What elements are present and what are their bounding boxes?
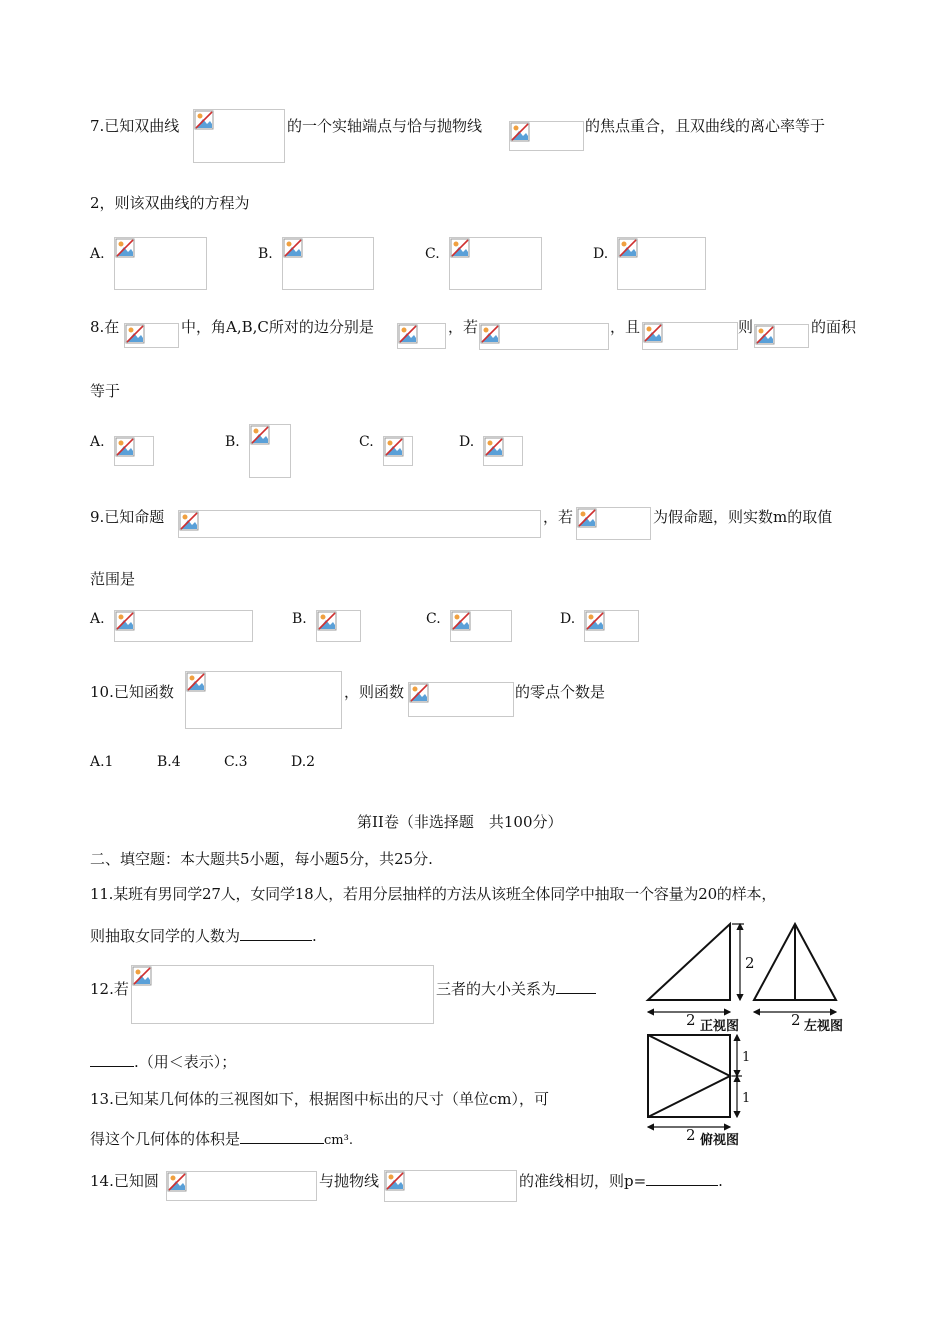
q13-line-2 [90,1129,353,1151]
broken-image-icon [384,437,404,457]
q8-option-label: D. [459,434,475,450]
q12-text-1: 12.若 [90,980,129,998]
broken-image-icon [451,611,471,631]
q8-text-2: 中，角A,B,C所对的边分别是 [181,318,374,336]
broken-image-icon [115,611,135,631]
option-formula-image [249,424,291,478]
q8-option-label: A. [90,434,105,450]
q13-line-1: 13.已知某几何体的三视图如下，根据图中标出的尺寸（单位cm），可 [90,1090,549,1108]
q9-option-label: B. [292,611,307,627]
broken-image-icon [398,324,418,344]
q11-line-2 [90,926,317,946]
q8-option-label: B. [225,434,240,450]
three-view-figure [640,918,860,1150]
dim-front-height: 2 [745,954,755,972]
formula-image [193,109,285,163]
broken-image-icon [179,511,199,531]
broken-image-icon [125,324,145,344]
dim-side-width: 2 [791,1011,801,1029]
q8-text-1: 8.在 [90,318,120,336]
option-formula-image [617,237,706,290]
q9-text-3: 为假命题，则实数m的取值 [653,508,833,526]
answer-blank[interactable] [90,1052,134,1067]
q12-line-1 [436,979,596,999]
option-formula-image [316,610,361,642]
q9-option-label: C. [426,611,441,627]
q13-unit: cm³. [324,1133,353,1148]
broken-image-icon [409,683,429,703]
q10-text-1: 10.已知函数 [90,683,174,701]
dim-top-lower: 1 [742,1091,751,1106]
broken-image-icon [250,425,270,445]
option-formula-image [114,237,207,290]
broken-image-icon [115,437,135,457]
q11-line-1: 11.某班有男同学27人，女同学18人，若用分层抽样的方法从该班全体同学中抽取一个容量为20的样本， [90,885,777,903]
broken-image-icon [115,238,135,258]
option-formula-image [114,436,154,466]
q9-text-2: ，若 [543,508,574,526]
section-instructions: 二、填空题：本大题共5小题，每小题5分，共25分. [90,850,433,868]
q10-option-c: C.3 [224,754,248,770]
q11-end: . [312,927,317,945]
q7-text-2: 的一个实轴端点与恰与抛物线 [287,117,483,135]
answer-blank[interactable] [646,1171,718,1186]
top-view-label: 俯视图 [700,1133,740,1148]
dim-front-width: 2 [686,1011,696,1029]
q9-line-2: 范围是 [90,570,136,588]
broken-image-icon [167,1172,187,1192]
q10-option-d: D.2 [291,754,316,770]
section-title: 第II卷（非选择题 共100分） [357,813,563,831]
q8-text-3: ，若 [448,318,479,336]
answer-blank[interactable] [240,926,312,941]
broken-image-icon [484,437,504,457]
q8-text-5: 则 [738,318,754,336]
side-view-label: 左视图 [804,1019,844,1034]
q10-text-3: 的零点个数是 [515,683,606,701]
formula-image [754,324,809,348]
q10-option-a: A.1 [90,754,114,770]
q11-text: 则抽取女同学的人数为 [90,927,241,945]
q13-text: 得这个几何体的体积是 [90,1130,241,1148]
option-formula-image [450,610,512,642]
q7-option-label: B. [258,246,273,262]
broken-image-icon [186,672,206,692]
formula-image [397,323,446,349]
q14-text-2: 与抛物线 [319,1172,380,1190]
q14-end: . [718,1172,723,1190]
q10-text-2: ，则函数 [344,683,405,701]
q7-option-label: D. [593,246,609,262]
answer-blank[interactable] [240,1129,324,1144]
q14-line [519,1171,723,1191]
q7-option-label: C. [425,246,440,262]
formula-image [509,121,584,151]
q9-text-1: 9.已知命题 [90,508,165,526]
top-view-shape [648,1035,730,1117]
q12-line-2 [90,1052,236,1072]
formula-image [642,322,738,350]
option-formula-image [449,237,542,290]
broken-image-icon [283,238,303,258]
broken-image-icon [385,1171,405,1191]
broken-image-icon [577,508,597,528]
q10-option-b: B.4 [157,754,181,770]
option-formula-image [282,237,374,290]
q8-option-label: C. [359,434,374,450]
dim-top-upper: 1 [742,1050,751,1065]
answer-blank[interactable] [556,979,596,994]
broken-image-icon [510,122,530,142]
front-view-shape [648,924,730,1000]
broken-image-icon [450,238,470,258]
broken-image-icon [643,323,663,343]
option-formula-image [584,610,639,642]
q9-option-label: D. [560,611,576,627]
broken-image-icon [317,611,337,631]
broken-image-icon [480,324,500,344]
q12-text-2: 三者的大小关系为 [436,980,557,998]
broken-image-icon [132,966,152,986]
q7-text-1: 7.已知双曲线 [90,117,180,135]
option-formula-image [483,436,523,466]
formula-image [479,323,609,350]
q8-line-2: 等于 [90,382,121,400]
front-view-label: 正视图 [700,1019,740,1034]
q12-end: .（用＜表示）； [134,1053,237,1071]
formula-image [384,1170,517,1202]
formula-image [185,671,342,729]
q14-text-3: 的准线相切，则p= [519,1172,647,1190]
broken-image-icon [585,611,605,631]
q7-line-2: 2，则该双曲线的方程为 [90,194,250,212]
broken-image-icon [755,325,775,345]
formula-image [166,1171,317,1201]
broken-image-icon [194,110,214,130]
option-formula-image [114,610,253,642]
formula-image [178,510,541,538]
formula-image [124,323,179,348]
q7-text-3: 的焦点重合，且双曲线的离心率等于 [585,117,826,135]
formula-image [131,965,434,1024]
option-formula-image [383,436,413,466]
formula-image [408,682,514,717]
broken-image-icon [618,238,638,258]
q8-text-4: ，且 [610,318,641,336]
formula-image [576,507,651,540]
q8-text-6: 的面积 [811,318,857,336]
q7-option-label: A. [90,246,105,262]
q14-text-1: 14.已知圆 [90,1172,159,1190]
dim-top-width: 2 [686,1126,696,1144]
q9-option-label: A. [90,611,105,627]
